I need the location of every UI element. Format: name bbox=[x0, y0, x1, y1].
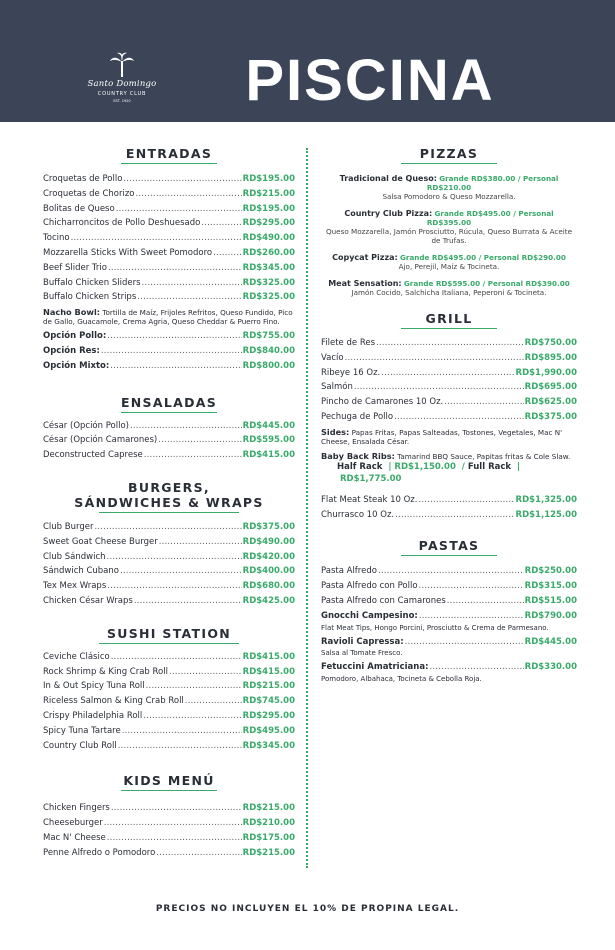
bbq-rack-prices: Half Rack | RD$1,150.00 / Full Rack | RD$1,775.00 bbox=[337, 461, 521, 484]
dot-leader bbox=[201, 216, 241, 231]
item-price: RD$375.00 bbox=[524, 411, 577, 422]
item-price: RD$415.00 bbox=[242, 450, 295, 461]
section-ensaladas bbox=[43, 395, 295, 463]
menu-item bbox=[43, 724, 295, 739]
item-price: RD$260.00 bbox=[242, 247, 295, 258]
pizza-desc: Queso Mozzarella, Jamón Prosciutto, Rúcula, Queso Burrata & Aceite de Trufas. bbox=[325, 227, 573, 245]
pizza-name: Meat Sensation: bbox=[328, 279, 402, 288]
item-price: RD$215.00 bbox=[242, 681, 295, 692]
dot-leader bbox=[111, 801, 242, 816]
item-name: Pasta Alfredo bbox=[321, 566, 377, 577]
dot-leader bbox=[108, 261, 242, 276]
item-price: RD$330.00 bbox=[524, 662, 577, 673]
dot-leader bbox=[444, 395, 523, 410]
item-price: RD$445.00 bbox=[524, 636, 577, 647]
item-name: Pasta Alfredo con Pollo bbox=[321, 581, 418, 592]
item-price: RD$745.00 bbox=[242, 696, 295, 707]
dot-leader bbox=[159, 535, 242, 550]
item-name: Bolitas de Queso bbox=[43, 203, 115, 214]
section-grill bbox=[321, 311, 577, 522]
item-name: Rock Shrimp & King Crab Roll bbox=[43, 666, 168, 677]
menu-item bbox=[43, 709, 295, 724]
item-name: Cheeseburger bbox=[43, 818, 103, 829]
item-name: Mozzarella Sticks With Sweet Pomodoro bbox=[43, 247, 213, 258]
item-name: Penne Alfredo o Pomodoro bbox=[43, 847, 156, 858]
dot-leader bbox=[354, 380, 524, 395]
item-price: RD$895.00 bbox=[524, 352, 577, 363]
item-price: RD$495.00 bbox=[242, 725, 295, 736]
full-rack-label: Full Rack bbox=[467, 461, 512, 472]
menu-item bbox=[43, 801, 295, 816]
item-name: Filete de Res bbox=[321, 338, 375, 348]
item-name: Tocino bbox=[43, 233, 70, 244]
pizza-item bbox=[321, 174, 577, 201]
section-underline bbox=[121, 163, 217, 164]
item-name: In & Out Spicy Tuna Roll bbox=[43, 681, 145, 692]
item-price: RD$215.00 bbox=[242, 803, 295, 814]
dot-leader bbox=[101, 344, 242, 359]
dot-leader bbox=[122, 724, 242, 739]
menu-item bbox=[321, 351, 577, 366]
item-name: Beef Slider Trio bbox=[43, 262, 107, 273]
menu-item bbox=[43, 172, 295, 187]
footer-note: PRECIOS NO INCLUYEN EL 10% DE PROPINA LEGAL. bbox=[155, 904, 460, 914]
menu-item bbox=[43, 665, 295, 680]
item-price: RD$295.00 bbox=[242, 218, 295, 229]
menu-item bbox=[43, 419, 295, 434]
dot-leader bbox=[213, 246, 242, 261]
item-name: Flat Meat Steak 10 Oz. bbox=[321, 494, 418, 505]
pizza-name: Copycat Pizza: bbox=[332, 253, 398, 262]
dot-leader bbox=[394, 410, 524, 425]
item-name: Club Sándwich bbox=[43, 551, 106, 562]
menu-item-fetuccini bbox=[321, 660, 577, 675]
dot-leader bbox=[104, 816, 242, 831]
menu-item bbox=[43, 535, 295, 550]
item-name: Ribeye 16 Oz. bbox=[321, 367, 381, 378]
item-name: Country Club Roll bbox=[43, 740, 117, 751]
dot-leader bbox=[419, 609, 524, 624]
dot-leader bbox=[118, 739, 242, 754]
dot-leader bbox=[405, 635, 524, 650]
sides-note bbox=[321, 428, 577, 446]
half-rack-price: RD$1,150.00 bbox=[394, 461, 456, 472]
item-price: RD$515.00 bbox=[524, 595, 577, 606]
dot-leader bbox=[144, 448, 242, 463]
item-name: Spicy Tuna Tartare bbox=[43, 725, 121, 736]
nacho-bowl-desc: Tortilla de Maíz, Frijoles Refritos, Queso Fundido, Pico de Gallo, Guacamole, Crema Agria, Queso Cheddar & Puerro Fino. bbox=[43, 308, 293, 327]
section-entradas bbox=[43, 146, 295, 374]
item-price: RD$625.00 bbox=[524, 397, 577, 408]
dot-leader bbox=[419, 579, 524, 594]
logo-club-text: COUNTRY CLUB bbox=[97, 91, 147, 97]
item-price: RD$750.00 bbox=[524, 338, 577, 348]
item-price: RD$175.00 bbox=[242, 832, 295, 843]
menu-item bbox=[43, 344, 295, 359]
dot-leader bbox=[130, 419, 242, 434]
section-sushi bbox=[43, 626, 295, 754]
item-name: Chicken Fingers bbox=[43, 803, 110, 814]
item-name: Mac N' Cheese bbox=[43, 832, 106, 843]
dot-leader bbox=[107, 550, 242, 565]
item-price: RD$415.00 bbox=[242, 666, 295, 677]
dot-leader bbox=[134, 594, 242, 609]
bbq-desc: Tamarind BBQ Sauce, Papitas fritas & Cole Slaw. bbox=[397, 451, 571, 461]
menu-item bbox=[43, 650, 295, 665]
item-price: RD$490.00 bbox=[242, 233, 295, 244]
item-name: Crispy Philadelphia Roll bbox=[43, 710, 143, 721]
item-price: RD$250.00 bbox=[524, 566, 577, 577]
section-title-line1: BURGERS, bbox=[128, 479, 210, 495]
item-name: Club Burger bbox=[43, 521, 94, 532]
menu-item-gnocchi bbox=[321, 609, 577, 624]
menu-item bbox=[43, 290, 295, 305]
item-price: RD$595.00 bbox=[242, 435, 295, 446]
item-desc: Pomodoro, Albahaca, Tocineta & Cebolla Roja. bbox=[321, 675, 482, 684]
menu-item bbox=[43, 231, 295, 246]
section-title: PASTAS bbox=[418, 538, 480, 554]
menu-item bbox=[43, 448, 295, 463]
baby-back-ribs-note bbox=[321, 452, 577, 461]
item-price: RD$1,990.00 bbox=[515, 367, 577, 378]
dot-leader bbox=[185, 694, 242, 709]
section-underline bbox=[121, 790, 217, 791]
item-name: Fetuccini Amatriciana: bbox=[321, 662, 429, 673]
section-burgers bbox=[43, 480, 295, 609]
item-price: RD$215.00 bbox=[242, 847, 295, 858]
dot-leader bbox=[94, 520, 241, 535]
pizza-name: Tradicional de Queso: bbox=[339, 174, 437, 183]
menu-list bbox=[43, 650, 295, 754]
item-price: RD$325.00 bbox=[242, 277, 295, 288]
pizza-item bbox=[321, 279, 577, 297]
item-name: Vacío bbox=[321, 352, 344, 363]
header-banner bbox=[0, 0, 615, 122]
item-name: Buffalo Chicken Strips bbox=[43, 292, 137, 303]
menu-list bbox=[43, 520, 295, 609]
item-name: Riceless Salmon & King Crab Roll bbox=[43, 696, 184, 707]
item-name: César (Opción Pollo) bbox=[43, 420, 129, 431]
pizza-desc: Jamón Cocido, Salchicha Italiana, Peperoni & Tocineta. bbox=[351, 288, 547, 297]
dot-leader bbox=[158, 433, 241, 448]
item-price: RD$375.00 bbox=[242, 521, 295, 532]
dot-leader bbox=[120, 564, 242, 579]
dot-leader bbox=[123, 172, 241, 187]
pizza-prices: Grande RD$380.00 / Personal RD$210.00 bbox=[426, 174, 559, 192]
menu-item bbox=[43, 276, 295, 291]
pizza-heading bbox=[321, 253, 577, 262]
pizza-item bbox=[321, 253, 577, 271]
item-name: Ceviche Clásico bbox=[43, 651, 110, 662]
section-title: ENTRADAS bbox=[125, 146, 213, 161]
logo-est-text: EST. 1920 bbox=[113, 99, 131, 103]
item-name: Sweet Goat Cheese Burger bbox=[43, 536, 158, 547]
dot-leader bbox=[378, 564, 524, 579]
section-underline bbox=[99, 512, 239, 513]
section-underline bbox=[121, 412, 217, 413]
dot-leader bbox=[143, 709, 241, 724]
menu-item bbox=[43, 261, 295, 276]
item-name: Opción Res: bbox=[43, 345, 100, 356]
section-underline bbox=[401, 328, 497, 329]
menu-item bbox=[321, 579, 577, 594]
section-underline bbox=[401, 163, 497, 164]
pizza-prices: Grande RD$595.00 / Personal RD$390.00 bbox=[403, 279, 570, 288]
item-price: RD$195.00 bbox=[242, 174, 295, 184]
menu-item bbox=[43, 202, 295, 217]
item-name: Pasta Alfredo con Camarones bbox=[321, 595, 446, 606]
menu-item bbox=[43, 816, 295, 831]
dot-leader bbox=[146, 679, 242, 694]
section-title: KIDS MENÚ bbox=[123, 773, 215, 789]
item-price: RD$215.00 bbox=[242, 188, 295, 199]
menu-list bbox=[321, 564, 577, 608]
item-price: RD$425.00 bbox=[242, 595, 295, 606]
pizza-heading bbox=[321, 209, 577, 227]
pizza-heading bbox=[321, 174, 577, 192]
dot-leader bbox=[111, 650, 242, 665]
menu-item bbox=[43, 216, 295, 231]
item-name: Deconstructed Caprese bbox=[43, 450, 143, 461]
dot-leader bbox=[418, 493, 514, 508]
section-underline bbox=[401, 555, 497, 556]
menu-item bbox=[43, 329, 295, 344]
item-name: Chicken César Wraps bbox=[43, 595, 133, 606]
item-name: Churrasco 10 Oz. bbox=[321, 509, 395, 520]
section-title-line2: SÁNDWICHES & WRAPS bbox=[74, 494, 264, 510]
palm-tree-icon bbox=[108, 52, 136, 78]
menu-item bbox=[43, 520, 295, 535]
pizza-name: Country Club Pizza: bbox=[344, 209, 433, 218]
pizza-item bbox=[321, 209, 577, 245]
option-list bbox=[43, 329, 295, 373]
half-rack-label: Half Rack bbox=[337, 461, 383, 472]
dot-leader bbox=[381, 366, 514, 381]
dot-leader bbox=[107, 329, 241, 344]
item-desc: Flat Meat Tips, Hongo Porcini, Prosciutto & Crema de Parmesano. bbox=[321, 623, 549, 632]
menu-item bbox=[321, 594, 577, 609]
pizza-heading bbox=[321, 279, 577, 288]
item-price: RD$345.00 bbox=[242, 262, 295, 273]
item-desc: Salsa al Tomate Fresco. bbox=[321, 649, 403, 658]
menu-list bbox=[43, 419, 295, 463]
dot-leader bbox=[169, 665, 242, 680]
item-name: Pincho de Camarones 10 Oz. bbox=[321, 397, 444, 408]
item-name: Buffalo Chicken Sliders bbox=[43, 277, 141, 288]
section-title: SUSHI STATION bbox=[106, 625, 232, 641]
pizza-desc: Ajo, Perejil, Maíz & Tocineta. bbox=[398, 262, 500, 271]
dot-leader bbox=[71, 231, 242, 246]
pizza-prices: Grande RD$495.00 / Personal RD$290.00 bbox=[400, 253, 566, 262]
item-price: RD$400.00 bbox=[242, 566, 295, 577]
item-price: RD$1,325.00 bbox=[515, 494, 577, 505]
pizza-prices: Grande RD$495.00 / Personal RD$395.00 bbox=[426, 209, 554, 227]
menu-item bbox=[43, 359, 295, 374]
item-name: Chicharroncitos de Pollo Deshuesado bbox=[43, 218, 201, 229]
dot-leader bbox=[137, 290, 241, 305]
menu-item-ravioli bbox=[321, 635, 577, 650]
menu-list bbox=[321, 336, 577, 425]
menu-item bbox=[43, 831, 295, 846]
item-price: RD$210.00 bbox=[242, 818, 295, 829]
menu-item bbox=[43, 739, 295, 754]
section-title: PIZZAS bbox=[419, 146, 479, 161]
item-price: RD$840.00 bbox=[242, 345, 295, 356]
item-price: RD$680.00 bbox=[242, 581, 295, 592]
nacho-bowl-title: Nacho Bowl: bbox=[43, 307, 101, 318]
full-rack-price: RD$1,775.00 bbox=[339, 473, 402, 484]
dot-leader bbox=[447, 594, 524, 609]
sides-title: Sides: bbox=[321, 426, 350, 437]
item-price: RD$800.00 bbox=[242, 360, 295, 371]
item-name: Opción Mixto: bbox=[43, 360, 110, 371]
section-pastas bbox=[321, 538, 577, 684]
menu-item bbox=[43, 846, 295, 861]
left-column bbox=[43, 146, 295, 861]
section-kids bbox=[43, 773, 295, 860]
dot-leader bbox=[136, 187, 242, 202]
dot-leader bbox=[142, 276, 242, 291]
dot-leader bbox=[345, 351, 524, 366]
menu-item bbox=[43, 694, 295, 709]
item-name: Gnocchi Campesino: bbox=[321, 610, 418, 621]
item-name: Croquetas de Pollo bbox=[43, 174, 123, 184]
menu-item bbox=[321, 336, 577, 351]
menu-item bbox=[43, 187, 295, 202]
item-price: RD$195.00 bbox=[242, 203, 295, 214]
item-name: Sándwich Cubano bbox=[43, 566, 119, 577]
menu-item bbox=[321, 564, 577, 579]
menu-item bbox=[43, 246, 295, 261]
item-price: RD$295.00 bbox=[242, 710, 295, 721]
menu-item bbox=[321, 493, 577, 508]
item-name: César (Opción Camarones) bbox=[43, 435, 158, 446]
menu-item bbox=[43, 550, 295, 565]
item-price: RD$445.00 bbox=[242, 420, 295, 431]
dot-leader bbox=[376, 336, 524, 351]
item-price: RD$415.00 bbox=[242, 651, 295, 662]
menu-item bbox=[321, 508, 577, 523]
item-name: Salmón bbox=[321, 382, 353, 393]
item-name: Pechuga de Pollo bbox=[321, 411, 394, 422]
bbq-title: Baby Back Ribs: bbox=[321, 450, 395, 461]
menu-item bbox=[321, 380, 577, 395]
dot-leader bbox=[107, 579, 241, 594]
section-title: ENSALADAS bbox=[120, 394, 218, 410]
item-price: RD$315.00 bbox=[524, 581, 577, 592]
pizza-list bbox=[321, 174, 577, 297]
item-price: RD$420.00 bbox=[242, 551, 295, 562]
page-title: PISCINA bbox=[245, 48, 495, 113]
pizza-desc: Salsa Pomodoro & Queso Mozzarella. bbox=[382, 192, 516, 201]
menu-item bbox=[321, 366, 577, 381]
section-underline bbox=[99, 643, 239, 644]
nacho-bowl-note bbox=[43, 308, 295, 326]
menu-item bbox=[43, 594, 295, 609]
club-logo bbox=[70, 52, 174, 116]
item-price: RD$695.00 bbox=[524, 382, 577, 393]
dot-leader bbox=[429, 660, 523, 675]
item-price: RD$345.00 bbox=[242, 740, 295, 751]
dot-leader bbox=[156, 846, 241, 861]
section-title: GRILL bbox=[425, 311, 473, 326]
menu-item bbox=[321, 410, 577, 425]
item-price: RD$755.00 bbox=[242, 331, 295, 342]
menu-item bbox=[43, 564, 295, 579]
dot-leader bbox=[110, 359, 241, 374]
item-price: RD$790.00 bbox=[524, 610, 577, 621]
column-divider bbox=[306, 148, 308, 868]
dot-leader bbox=[116, 202, 242, 217]
menu-item bbox=[321, 395, 577, 410]
menu-list bbox=[321, 493, 577, 523]
logo-script-text: Santo Domingo bbox=[87, 79, 157, 89]
menu-list bbox=[43, 801, 295, 860]
item-price: RD$1,125.00 bbox=[515, 509, 577, 520]
menu-item bbox=[43, 579, 295, 594]
item-price: RD$490.00 bbox=[242, 536, 295, 547]
section-pizzas bbox=[321, 146, 577, 297]
menu-item bbox=[43, 433, 295, 448]
right-column bbox=[321, 146, 577, 684]
menu-item bbox=[43, 679, 295, 694]
dot-leader bbox=[107, 831, 242, 846]
item-name: Opción Pollo: bbox=[43, 331, 107, 342]
item-price: RD$325.00 bbox=[242, 292, 295, 303]
item-name: Tex Mex Wraps bbox=[43, 581, 107, 592]
menu-list bbox=[43, 172, 295, 305]
sides-desc: Papas Fritas, Papas Salteadas, Tostones, Vegetales, Mac N' Cheese, Ensalada César. bbox=[321, 427, 563, 446]
item-name: Ravioli Capressa: bbox=[321, 636, 404, 647]
item-name: Croquetas de Chorizo bbox=[43, 188, 135, 199]
dot-leader bbox=[395, 508, 514, 523]
